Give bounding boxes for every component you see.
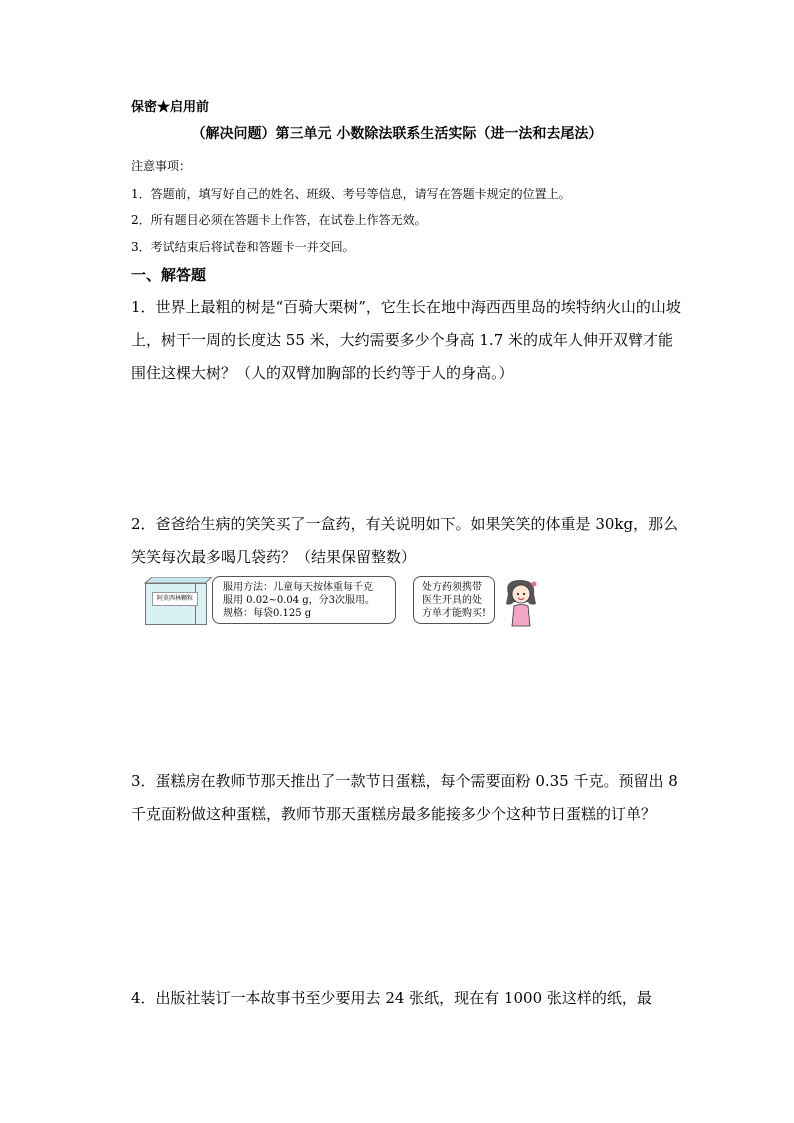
question-2: 2．爸爸给生病的笑笑买了一盒药，有关说明如下。如果笑笑的体重是 30kg，那么笑笑每次最多喝几袋药？（结果保留整数） xyxy=(131,515,679,566)
note-item: 3．考试结束后将试卷和答题卡一并交回。 xyxy=(131,240,355,254)
question-1: 1．世界上最粗的树是“百骑大栗树”，它生长在地中海西西里岛的埃特纳火山的山坡上，树干一周的长度达 55 米，大约需要多少个身高 1.7 米的成年人伸开双臂才能围住这棵大树？（人的双臂加胸部的长约等于人的身高。） xyxy=(131,298,681,382)
speech-line: 处方药须携带 xyxy=(422,582,482,593)
instruction-line: 规格：每袋0.125 g xyxy=(223,608,312,619)
girl-icon xyxy=(500,576,542,628)
speech-bubble xyxy=(413,576,495,624)
speech-line: 方单才能购买! xyxy=(422,608,487,619)
instruction-line: 服用 0.02~0.04 g，分3次服用。 xyxy=(223,595,376,606)
section-title: 一、解答题 xyxy=(131,266,207,284)
note-item: 2．所有题目必须在答题卡上作答，在试卷上作答无效。 xyxy=(131,213,427,227)
medicine-box-label: 阿莫西林颗粒 xyxy=(152,592,198,606)
note-item: 1．答题前，填写好自己的姓名、班级、考号等信息，请写在答题卡规定的位置上。 xyxy=(131,187,571,201)
notes-heading: 注意事项： xyxy=(131,159,192,173)
speech-line: 医生开具的处 xyxy=(422,595,482,606)
page-title: （解决问题）第三单元 小数除法联系生活实际（进一法和去尾法） xyxy=(191,126,603,142)
instructions-bubble xyxy=(212,576,396,624)
question-3: 3．蛋糕房在教师节那天推出了一款节日蛋糕，每个需要面粉 0.35 千克。预留出 8 千克面粉做这种蛋糕，教师节那天蛋糕房最多能接多少个这种节日蛋糕的订单？ xyxy=(131,772,678,823)
question-4: 4．出版社装订一本故事书至少要用去 24 张纸，现在有 1000 张这样的纸，最 xyxy=(131,989,652,1007)
instruction-line: 服用方法：儿童每天按体重每千克 xyxy=(223,582,373,593)
confidential-label: 保密★启用前 xyxy=(131,100,210,115)
